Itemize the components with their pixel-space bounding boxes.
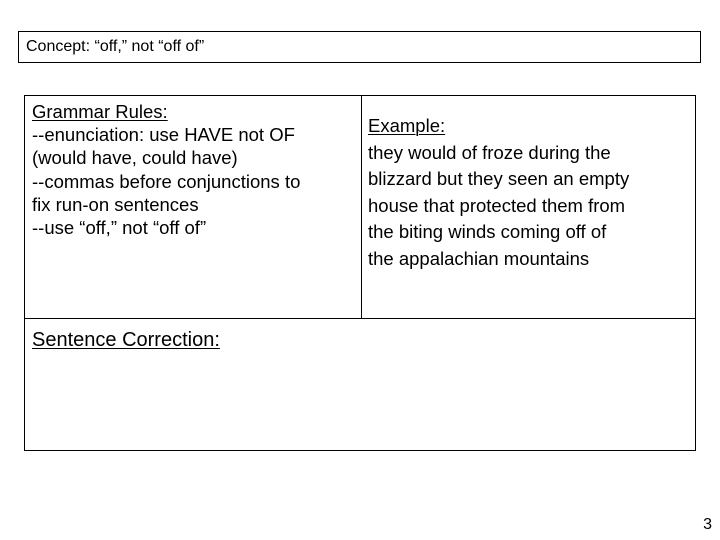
sentence-correction-heading: Sentence Correction: (32, 329, 220, 351)
example-line: they would of froze during the (368, 141, 611, 163)
concept-text: Concept: “off,” not “off of” (26, 38, 205, 55)
rule-line: --use “off,” not “off of” (32, 217, 207, 239)
rule-line: (would have, could have) (32, 147, 238, 169)
grammar-rules-cell (32, 100, 357, 239)
rule-line: fix run-on sentences (32, 193, 199, 215)
example-line: the appalachian mountains (368, 247, 590, 269)
example-line: house that protected them from (368, 194, 626, 216)
row-divider (25, 318, 695, 319)
page-number: 3 (703, 516, 712, 533)
grammar-rules-heading: Grammar Rules: (32, 101, 168, 122)
example-line: the biting winds coming off of (368, 221, 607, 242)
worksheet-table (24, 95, 696, 451)
sentence-correction-cell[interactable] (32, 328, 220, 352)
rule-line: --enunciation: use HAVE not OF (32, 124, 295, 146)
example-cell (368, 113, 693, 272)
example-line: blizzard but they seen an empty (368, 168, 630, 189)
column-divider (361, 96, 362, 319)
example-heading: Example: (368, 115, 446, 136)
rule-line: --commas before conjunctions to (32, 170, 301, 192)
concept-box (18, 31, 701, 63)
